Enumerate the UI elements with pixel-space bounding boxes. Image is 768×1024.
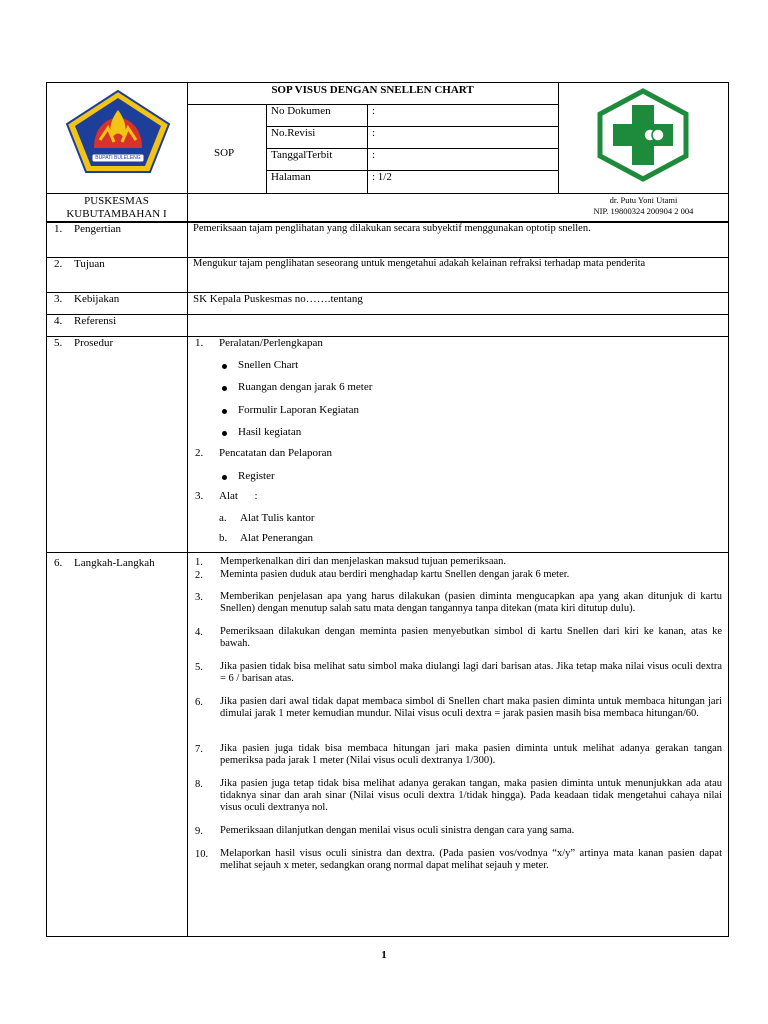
row-label-kebijakan: Kebijakan bbox=[74, 293, 120, 305]
bullet-icon bbox=[222, 409, 227, 414]
alat-item-text: Alat Penerangan bbox=[240, 532, 313, 544]
signer-name: dr. Putu Yoni Utami bbox=[609, 195, 678, 205]
alat-item-letter: b. bbox=[219, 532, 228, 544]
step-number: 9. bbox=[195, 826, 203, 837]
logo-banner-text: BUPATI BULELENG bbox=[95, 155, 141, 161]
step-number: 3. bbox=[195, 592, 203, 603]
step-number: 7. bbox=[195, 744, 203, 755]
row-sep-2 bbox=[46, 292, 729, 293]
step-text: Melaporkan hasil visus oculi sinistra dan dextra. (Pada pasien vos/vodnya “x/y” artinya mata kanan pasien dapat melihat sejauh x meter, sedangkan orang normal dapat melihat sejauh y meter. bbox=[220, 848, 722, 871]
alat-item-letter: a. bbox=[219, 512, 227, 524]
header-divider-left bbox=[187, 82, 188, 222]
peralatan-item: Ruangan dengan jarak 6 meter bbox=[238, 381, 373, 393]
step-number: 1. bbox=[195, 557, 203, 568]
row-number: 6. bbox=[54, 557, 63, 569]
field-label-halaman: Halaman bbox=[271, 171, 311, 183]
field-value-no-revisi: : bbox=[372, 127, 376, 139]
row-label-langkah: Langkah-Langkah bbox=[74, 557, 155, 569]
bullet-icon bbox=[222, 475, 227, 480]
page-number: 1 bbox=[381, 949, 387, 961]
prosedur-item-number: 1. bbox=[195, 337, 204, 349]
row-label-pengertian: Pengertian bbox=[74, 223, 122, 235]
tujuan-text: Mengukur tajam penglihatan seseorang untuk mengetahui adakah kelainan refraksi terhadap mata penderita bbox=[193, 258, 646, 269]
row-number: 5. bbox=[54, 337, 63, 349]
header-divider-right bbox=[558, 82, 559, 194]
pencatatan-item: Register bbox=[238, 470, 275, 482]
emblem-icon bbox=[64, 88, 172, 176]
row-sep-4 bbox=[46, 336, 729, 337]
prosedur-item-text: Peralatan/Perlengkapan bbox=[219, 337, 323, 349]
field-label-tanggal-terbit: TanggalTerbit bbox=[271, 149, 333, 161]
org-name-line1: PUSKESMAS bbox=[84, 195, 149, 207]
peralatan-item: Snellen Chart bbox=[238, 359, 299, 371]
row-sep-3 bbox=[46, 314, 729, 315]
field-value-no-dokumen: : bbox=[372, 105, 376, 117]
document-title: SOP VISUS DENGAN SNELLEN CHART bbox=[271, 84, 474, 96]
step-text: Jika pasien dari awal tidak dapat membaca simbol di Snellen chart maka pasien diminta untuk membaca hitungan jari dimulai jarak 1 meter kemudian mundur. Nilai visus oculi dextra = jarak pasien masih bisa membaca hitungan/60. bbox=[220, 696, 722, 719]
alat-item-text: Alat Tulis kantor bbox=[240, 512, 315, 524]
step-text: Memberikan penjelasan apa yang harus dilakukan (pasien diminta mengucapkan apa yang akan ditunjuk di kartu Snellen) dengan menutup salah satu mata dengan tangannya tanpa ditekan (mata kiri ditutup dulu). bbox=[220, 591, 722, 614]
row-sep-5 bbox=[46, 552, 729, 553]
left-logo bbox=[64, 88, 172, 176]
field-value-tanggal-terbit: : bbox=[372, 149, 376, 161]
bullet-icon bbox=[222, 431, 227, 436]
step-text: Pemeriksaan dilanjutkan dengan menilai visus oculi sinistra dengan cara yang sama. bbox=[220, 825, 575, 836]
step-text: Jika pasien juga tetap tidak bisa melihat adanya gerakan tangan, maka pasien diminta untuk menunjukkan ada atau tidaknya sinar dan arah sinar (Nilai visus oculi dextra 1/tidak hingga). Pada keadaan tidak mengetahui cahaya nilai visus oculi dextranya nol. bbox=[220, 778, 722, 813]
step-text: Meminta pasien duduk atau berdiri menghadap kartu Snellen dengan jarak 6 meter. bbox=[220, 569, 570, 580]
step-text: Memperkenalkan diri dan menjelaskan maksud tujuan pemeriksaan. bbox=[220, 556, 507, 567]
step-number: 10. bbox=[195, 849, 209, 860]
step-number: 8. bbox=[195, 779, 203, 790]
step-number: 6. bbox=[195, 697, 203, 708]
bullet-icon bbox=[222, 386, 227, 391]
step-text: Pemeriksaan dilakukan dengan meminta pasien menyebutkan simbol di kartu Snellen dari kiri ke kanan, atas ke bawah. bbox=[220, 626, 722, 649]
step-number: 5. bbox=[195, 662, 203, 673]
peralatan-item: Hasil kegiatan bbox=[238, 426, 302, 438]
field-label-no-revisi: No.Revisi bbox=[271, 127, 316, 139]
kebijakan-text: SK Kepala Puskesmas no…….tentang bbox=[193, 293, 363, 305]
field-value-halaman: : 1/2 bbox=[372, 171, 392, 183]
bullet-icon bbox=[222, 364, 227, 369]
puskesmas-cross-icon bbox=[594, 88, 692, 182]
peralatan-item: Formulir Laporan Kegiatan bbox=[238, 404, 359, 416]
step-number: 2. bbox=[195, 570, 203, 581]
field-label-no-dokumen: No Dokumen bbox=[271, 105, 331, 117]
right-logo bbox=[594, 88, 692, 182]
step-text: Jika pasien tidak bisa melihat satu simbol maka diulangi lagi dari barisan atas. Jika tetap maka nilai visus oculi dextra = 6 / barisan atas. bbox=[220, 661, 722, 684]
row-label-referensi: Referensi bbox=[74, 315, 117, 327]
row-number: 2. bbox=[54, 258, 63, 270]
prosedur-item-number: 2. bbox=[195, 447, 204, 459]
body-column-divider bbox=[187, 222, 188, 937]
pengertian-text: Pemeriksaan tajam penglihatan yang dilakukan secara subyektif menggunakan optotip snellen. bbox=[193, 223, 591, 234]
row-number: 4. bbox=[54, 315, 63, 327]
row-number: 1. bbox=[54, 223, 63, 235]
org-name-line2: KUBUTAMBAHAN I bbox=[66, 208, 167, 220]
prosedur-item-text: Pencatatan dan Pelaporan bbox=[219, 447, 333, 459]
row-label-tujuan: Tujuan bbox=[74, 258, 105, 270]
prosedur-item-number: 3. bbox=[195, 490, 204, 502]
sop-label: SOP bbox=[214, 147, 235, 159]
row-label-prosedur: Prosedur bbox=[74, 337, 114, 349]
prosedur-item-text: Alat : bbox=[219, 490, 258, 502]
header-bottom-line bbox=[46, 193, 729, 194]
row-number: 3. bbox=[54, 293, 63, 305]
signer-nip: NIP. 19800324 200904 2 004 bbox=[593, 206, 694, 216]
step-text: Jika pasien juga tidak bisa membaca hitungan jari maka pasien diminta untuk melihat adanya gerakan tangan pemeriksa pada jarak 1 meter (Nilai visus oculi dextranya 1/300). bbox=[220, 743, 722, 766]
step-number: 4. bbox=[195, 627, 203, 638]
